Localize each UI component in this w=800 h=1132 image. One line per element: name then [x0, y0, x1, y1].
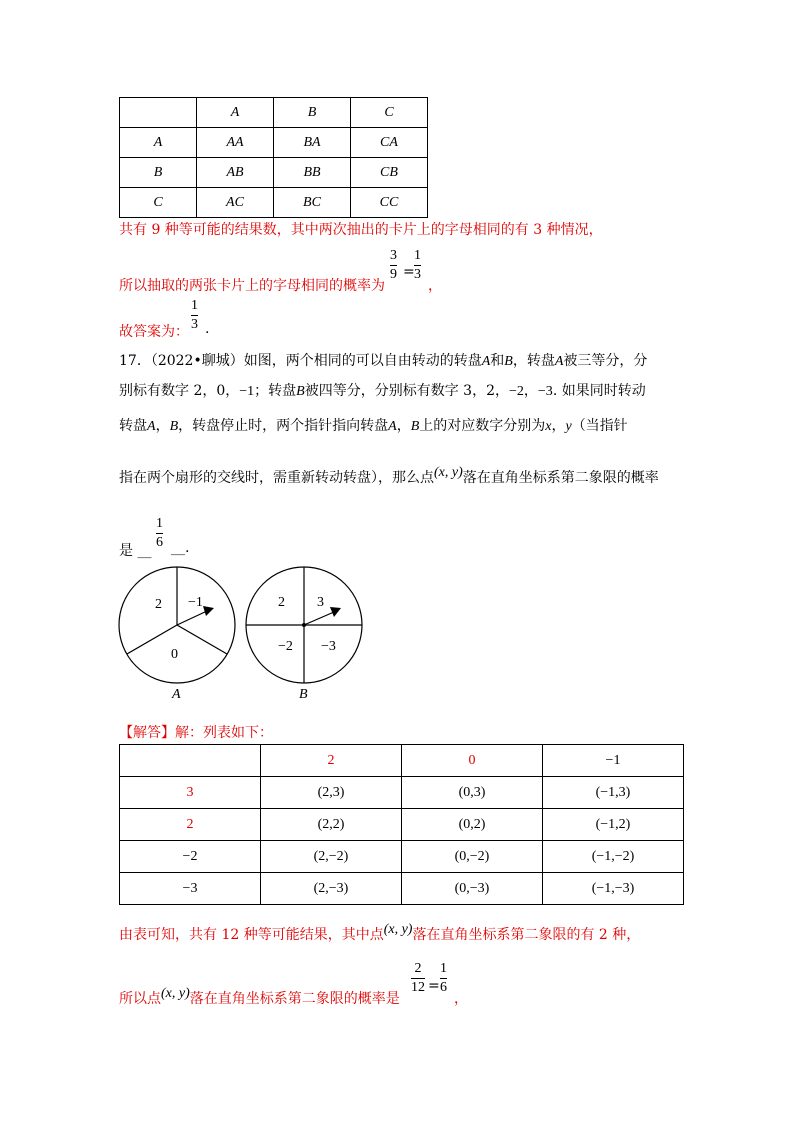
table-cell: (2,2): [261, 809, 402, 841]
table-cell: BB: [274, 158, 351, 188]
sector-label: 2: [155, 597, 162, 612]
denominator: 12: [411, 980, 425, 995]
question-text: ，: [551, 418, 566, 434]
spinners-figure: [115, 560, 375, 705]
punctuation: ，: [454, 991, 468, 1007]
outcomes-table: [119, 744, 684, 905]
solution2-line-2: [119, 988, 400, 1008]
fraction-bar: [156, 533, 163, 534]
sector-label: −1: [188, 595, 203, 610]
question-text: 落在直角坐标系第二象限的概率: [462, 470, 659, 486]
answer-text: 解：列表如下：: [175, 725, 273, 741]
table-row: [120, 128, 428, 158]
table-cell: (0,−3): [402, 873, 543, 905]
table-cell: CC: [351, 188, 428, 218]
math-var: B: [169, 419, 179, 434]
solution2-line-1: [119, 924, 640, 944]
question-text: 别标有数字 2，0，: [119, 383, 240, 399]
fraction-bar: [411, 978, 425, 979]
numerator: 1: [440, 961, 447, 976]
table-row: [120, 809, 684, 841]
math-var: y: [565, 419, 572, 434]
table-cell: AC: [197, 188, 274, 218]
denominator: 3: [414, 267, 421, 282]
spinner-label: B: [299, 687, 308, 702]
arrowhead-icon: [203, 606, 214, 616]
pointer-arrow-icon: [304, 612, 334, 625]
math-number: −1: [239, 384, 255, 399]
table-cell: (2,3): [261, 777, 402, 809]
question-text: ，: [396, 418, 411, 434]
answer-line: 故答案为：: [119, 324, 189, 340]
table-cell: (−1,−3): [543, 873, 684, 905]
math-point: (x, y): [161, 986, 190, 1001]
solution-text: 落在直角坐标系第二象限的概率是: [189, 991, 400, 1007]
math-var: B: [504, 354, 513, 369]
pivot-dot: [302, 623, 306, 627]
question-text: ，转盘停止时，两个指针指向转盘: [178, 418, 389, 434]
table-cell: −1: [543, 745, 684, 777]
math-number: −3: [537, 384, 553, 399]
table-cell: [120, 98, 197, 128]
table-cell: (−1,2): [543, 809, 684, 841]
question-text: ；转盘: [254, 383, 297, 399]
numerator: 3: [390, 248, 397, 263]
letters-table: [119, 97, 428, 218]
question-line-3: [119, 415, 628, 435]
question-text: 和: [490, 353, 505, 369]
question-text: 是: [119, 543, 133, 559]
punctuation: .: [205, 321, 210, 337]
sector-label: 3: [317, 595, 324, 610]
table-cell: AB: [197, 158, 274, 188]
solution-text: 所以抽取的两张卡片上的字母相同的概率为: [119, 278, 385, 294]
solution-text: 所以点: [119, 991, 161, 1007]
math-var: B: [410, 419, 420, 434]
answer-fraction: [191, 298, 198, 333]
math-var: x: [545, 419, 552, 434]
question-text: ，转盘: [512, 353, 555, 369]
math-var: A: [147, 419, 156, 434]
question-line-4: [119, 467, 659, 487]
table-row: [120, 98, 428, 128]
punctuation: ，: [428, 278, 442, 294]
table-cell: (0,−2): [402, 841, 543, 873]
answer-tag: 【解答】: [119, 725, 175, 741]
fraction-bar: [390, 265, 397, 266]
sector-label: −3: [321, 639, 336, 654]
solution-line-1: 共有 9 种等可能的结果数，其中两次抽出的卡片上的字母相同的有 3 种情况，: [119, 222, 603, 238]
answer-heading: [119, 722, 273, 742]
table-row: [120, 188, 428, 218]
table-cell: BA: [274, 128, 351, 158]
table-cell: CA: [351, 128, 428, 158]
table-cell: A: [120, 128, 197, 158]
table-cell: 2: [261, 745, 402, 777]
table-cell: B: [120, 158, 197, 188]
table-row: [120, 158, 428, 188]
fraction: [440, 961, 447, 996]
question-text: 上的对应数字分别为: [419, 418, 546, 434]
question-text: （当指针: [571, 418, 628, 434]
equals-sign: =: [403, 264, 415, 280]
table-cell: (0,2): [402, 809, 543, 841]
question-text: ，: [155, 418, 170, 434]
sector-divider: [177, 625, 227, 654]
arrowhead-icon: [330, 607, 341, 617]
solution-text: 落在直角坐标系第二象限的有 2 种，: [412, 927, 641, 943]
numerator: 1: [191, 298, 198, 313]
math-var: A: [388, 419, 397, 434]
table-row: [120, 745, 684, 777]
fraction-bar: [440, 978, 447, 979]
question-text: 指在两个扇形的交线时，需重新转动转盘），那么点: [119, 470, 434, 486]
table-cell: (0,3): [402, 777, 543, 809]
table-cell: C: [120, 188, 197, 218]
fraction: [411, 961, 425, 996]
table-cell: (−1,3): [543, 777, 684, 809]
numerator: 1: [156, 516, 163, 531]
table-cell: 0: [402, 745, 543, 777]
answer-blank: __: [137, 543, 152, 559]
table-cell: (2,−2): [261, 841, 402, 873]
table-cell: −2: [120, 841, 261, 873]
question-text: . 如果同时转动: [552, 383, 646, 399]
spinner-b: [246, 567, 362, 702]
table-cell: (2,−3): [261, 873, 402, 905]
table-cell: 3: [120, 777, 261, 809]
fraction-bar: [191, 315, 198, 316]
spinner-label: A: [172, 687, 181, 702]
question-text: 被三等分，分: [563, 353, 648, 369]
solution-text: 由表可知，共有 12 种等可能结果，其中点: [119, 927, 384, 943]
table-cell: AA: [197, 128, 274, 158]
answer-blank: __.: [171, 540, 190, 556]
math-number: −2: [509, 384, 524, 399]
question-text: 转盘: [119, 418, 147, 434]
sector-label: 0: [171, 647, 178, 662]
table-cell: −3: [120, 873, 261, 905]
denominator: 9: [390, 267, 397, 282]
denominator: 3: [191, 317, 198, 332]
question-text: 17．（2022•聊城）如图，两个相同的可以自由转动的转盘: [119, 353, 482, 369]
answer-fraction: [156, 516, 163, 551]
math-var: A: [554, 354, 564, 369]
fraction: [390, 248, 397, 283]
math-point: (x, y): [434, 465, 463, 480]
math-var: B: [296, 384, 305, 399]
table-cell: B: [274, 98, 351, 128]
table-cell: CB: [351, 158, 428, 188]
denominator: 6: [156, 535, 163, 550]
sector-label: −2: [278, 639, 293, 654]
fraction-bar: [414, 265, 421, 266]
table-cell: BC: [274, 188, 351, 218]
table-row: [120, 841, 684, 873]
table-cell: [120, 745, 261, 777]
equals-sign: =: [428, 978, 440, 994]
question-line-1: [119, 350, 647, 370]
sector-divider: [127, 625, 177, 654]
table-cell: 2: [120, 809, 261, 841]
sector-label: 2: [278, 595, 285, 610]
math-var: A: [481, 354, 491, 369]
question-text: 被四等分，分别标有数字 3，2，: [304, 383, 509, 399]
math-point: (x, y): [383, 922, 413, 937]
table-row: [120, 873, 684, 905]
question-line-2: [119, 380, 646, 400]
numerator: 2: [414, 961, 422, 976]
fraction: [414, 248, 421, 283]
question-text: ，: [523, 383, 538, 399]
table-cell: A: [197, 98, 274, 128]
denominator: 6: [440, 980, 447, 995]
spinner-a: [119, 567, 235, 702]
table-row: [120, 777, 684, 809]
question-line-5: [119, 540, 151, 560]
pointer-arrow-icon: [177, 611, 207, 625]
table-cell: (−1,−2): [543, 841, 684, 873]
table-cell: C: [351, 98, 428, 128]
solution-line-2: [119, 275, 385, 295]
numerator: 1: [414, 248, 421, 263]
